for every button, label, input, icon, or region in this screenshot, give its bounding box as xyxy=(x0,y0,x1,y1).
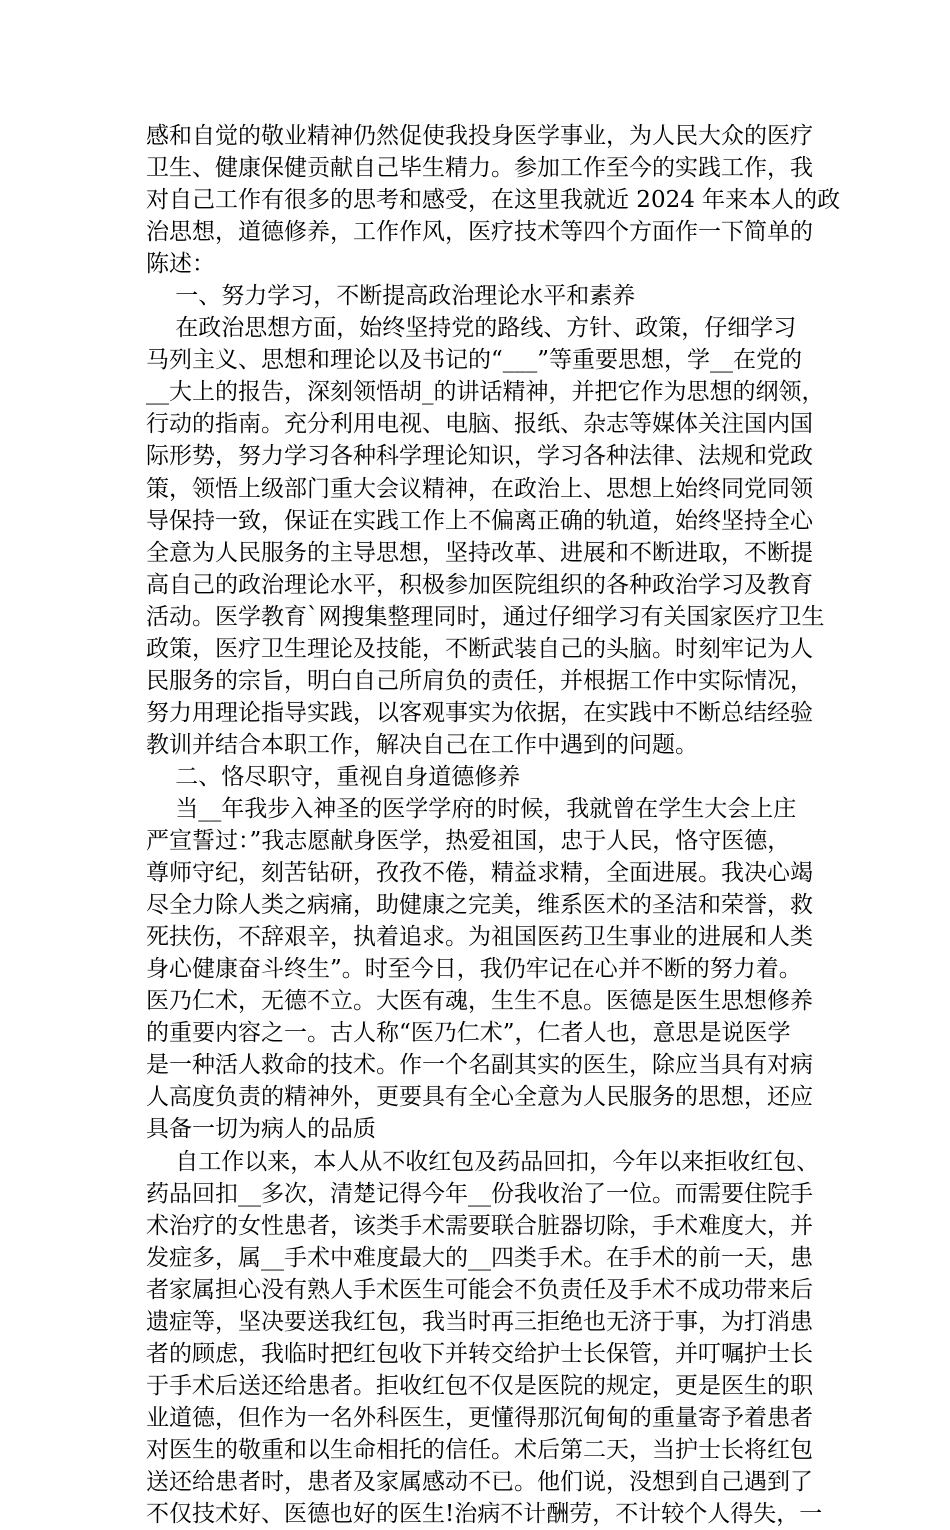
text-line: 人高度负责的精神外，更要具有全心全意为人民服务的思想，还应 xyxy=(146,1084,813,1111)
text-line: 死扶伤，不辞艰辛，执着追求。为祖国医药卫生事业的进展和人类 xyxy=(146,924,813,951)
text-line: 自工作以来，本人从不收红包及药品回扣，今年以来拒收红包、 xyxy=(146,1148,820,1175)
text-line: 行动的指南。充分利用电视、电脑、报纸、杂志等媒体关注国内国 xyxy=(146,411,813,438)
section-heading: 一、努力学习，不断提高政治理论水平和素养 xyxy=(146,283,636,310)
text-line: 活动。医学教育`网搜集整理同时，通过仔细学习有关国家医疗卫生 xyxy=(146,603,825,630)
text-line: 马列主义、思想和理论以及书记的“___”等重要思想，学__在党的 xyxy=(146,347,803,374)
text-line: 术治疗的女性患者，该类手术需要联合脏器切除，手术难度大，并 xyxy=(146,1212,813,1239)
text-line: 全意为人民服务的主导思想，坚持改革、进展和不断进取，不断提 xyxy=(146,539,813,566)
text-line: 的重要内容之一。古人称“医乃仁术”，仁者人也，意思是说医学 xyxy=(146,1020,791,1047)
text-line: 身心健康奋斗终生”。时至今日，我仍牢记在心并不断的努力着。 xyxy=(146,956,802,983)
text-line: 是一种活人救命的技术。作一个名副其实的医生，除应当具有对病 xyxy=(146,1052,813,1079)
text-line: __大上的报告，深刻领悟胡_的讲话精神，并把它作为思想的纲领， xyxy=(146,379,825,406)
text-line: 导保持一致，保证在实践工作上不偏离正确的轨道，始终坚持全心 xyxy=(146,507,813,534)
text-line: 陈述： xyxy=(146,251,215,278)
text-line: 民服务的宗旨，明白自己所肩负的责任，并根据工作中实际情况， xyxy=(146,667,813,694)
text-line: 发症多，属__手术中难度最大的__四类手术。在手术的前一天，患 xyxy=(146,1244,813,1271)
text-line: 遗症等，坚决要送我红包，我当时再三拒绝也无济于事，为打消患 xyxy=(146,1308,813,1335)
text-line: 尊师守纪，刻苦钻研，孜孜不倦，精益求精，全面进展。我决心竭 xyxy=(146,860,813,887)
text-line: 业道德，但作为一名外科医生，更懂得那沉甸甸的重量寄予着患者 xyxy=(146,1404,813,1431)
text-line: 在政治思想方面，始终坚持党的路线、方针、政策，仔细学习 xyxy=(146,315,797,342)
section-heading: 二、恪尽职守，重视自身道德修养 xyxy=(146,763,521,790)
text-line: 政策，医疗卫生理论及技能，不断武装自己的头脑。时刻牢记为人 xyxy=(146,635,813,662)
text-line: 者的顾虑，我临时把红包收下并转交给护士长保管，并叮嘱护士长 xyxy=(146,1340,813,1367)
text-line: 对医生的敬重和以生命相托的信任。术后第二天，当护士长将红包 xyxy=(146,1436,813,1463)
text-line: 治思想，道德修养，工作作风，医疗技术等四个方面作一下简单的 xyxy=(146,219,813,246)
text-line: 不仅技术好、医德也好的医生!治病不计酬劳，不计较个人得失，一 xyxy=(146,1501,823,1528)
text-line: 感和自觉的敬业精神仍然促使我投身医学事业，为人民大众的医疗 xyxy=(146,123,813,149)
text-line: 于手术后送还给患者。拒收红包不仅是医院的规定，更是医生的职 xyxy=(146,1372,813,1399)
text-line: 卫生、健康保健贡献自己毕生精力。参加工作至今的实践工作，我 xyxy=(146,155,813,182)
text-line: 送还给患者时，患者及家属感动不已。他们说，没想到自己遇到了 xyxy=(146,1468,813,1495)
text-line: 者家属担心没有熟人手术医生可能会不负责任及手术不成功带来后 xyxy=(146,1276,813,1303)
text-line: 严宣誓过：”我志愿献身医学，热爱祖国，忠于人民，恪守医德， xyxy=(146,828,791,855)
text-line: 高自己的政治理论水平，积极参加医院组织的各种政治学习及教育 xyxy=(146,571,813,598)
text-line: 当__年我步入神圣的医学学府的时候，我就曾在学生大会上庄 xyxy=(146,795,797,822)
text-line: 际形势，努力学习各种科学理论知识，学习各种法律、法规和党政 xyxy=(146,443,813,470)
text-line: 策，领悟上级部门重大会议精神，在政治上、思想上始终同党同领 xyxy=(146,475,813,502)
text-line: 努力用理论指导实践，以客观事实为依据，在实践中不断总结经验 xyxy=(146,699,813,726)
text-line: 尽全力除人类之病痛，助健康之完美，维系医术的圣洁和荣誉，救 xyxy=(146,892,813,919)
text-line: 教训并结合本职工作，解决自己在工作中遇到的问题。 xyxy=(146,731,698,758)
text-line: 医乃仁术，无德不立。大医有魂，生生不息。医德是医生思想修养 xyxy=(146,988,813,1015)
text-line: 具备一切为病人的品质 xyxy=(146,1116,376,1143)
text-line: 药品回扣__多次，清楚记得今年__份我收治了一位。而需要住院手 xyxy=(146,1180,813,1207)
body-text xyxy=(146,120,841,1530)
text-line: 对自己工作有很多的思考和感受，在这里我就近 2024 年来本人的政 xyxy=(146,187,841,214)
